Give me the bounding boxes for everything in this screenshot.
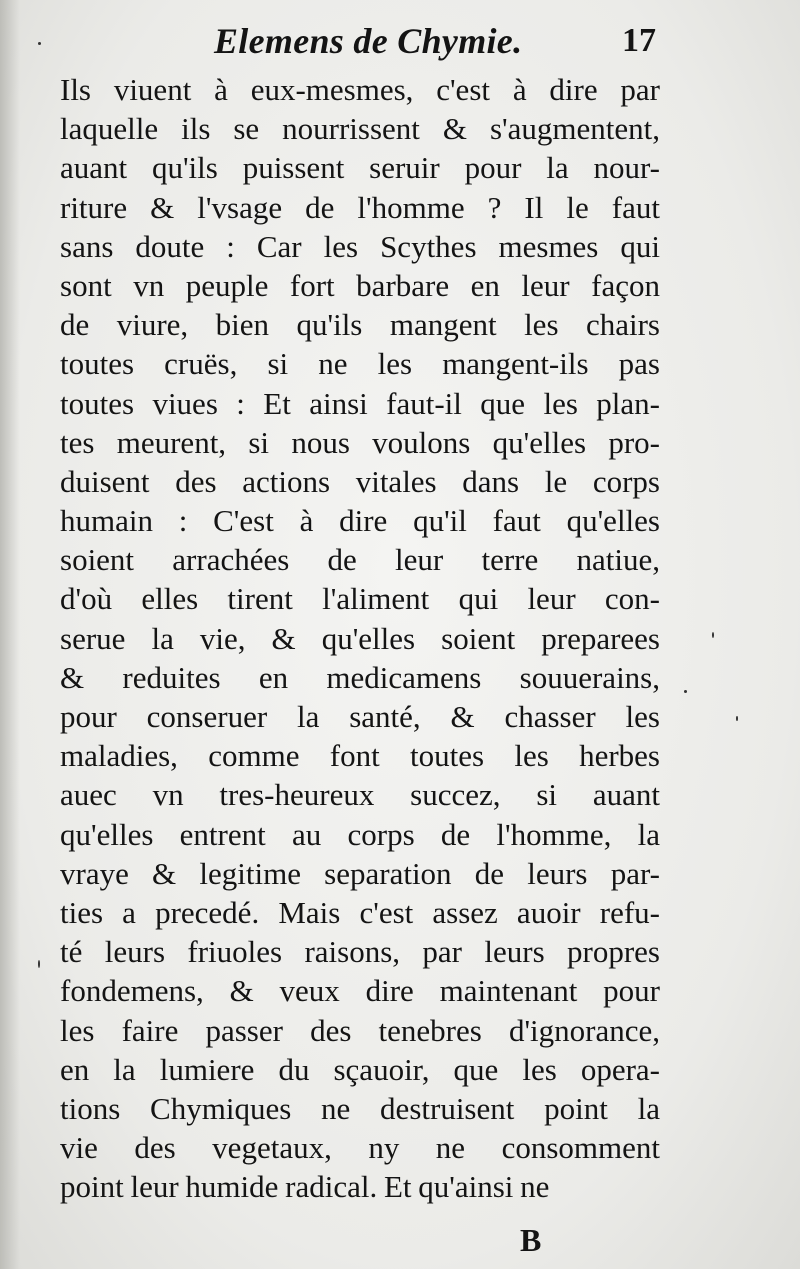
ink-speck xyxy=(684,690,687,693)
text-line: soient arrachées de leur terre natiue, xyxy=(60,542,660,578)
text-line: maladies, comme font toutes les herbes xyxy=(60,738,660,774)
text-line: ties a precedé. Mais c'est assez auoir refu- xyxy=(60,894,660,930)
text-line: vraye & legitime separation de leurs par- xyxy=(60,855,660,891)
text-line: duisent des actions vitales dans le corps xyxy=(60,463,660,499)
running-title: Elemens de Chymie. xyxy=(214,21,523,61)
text-line: Ils viuent à eux-mesmes, c'est à dire par xyxy=(60,72,660,107)
page-number: 17 xyxy=(622,22,656,59)
ink-speck xyxy=(38,42,41,45)
text-line: fondemens, & veux dire maintenant pour xyxy=(60,973,660,1009)
signature-mark: B xyxy=(520,1222,542,1258)
text-line: toutes cruës, si ne les mangent-ils pas xyxy=(60,346,660,382)
text-line: & reduites en medicamens souuerains, xyxy=(60,659,660,695)
ink-speck xyxy=(38,960,40,968)
page-header xyxy=(214,18,664,66)
text-line: de viure, bien qu'ils mangent les chairs xyxy=(60,307,660,343)
text-line: auec vn tres-heureux succez, si auant xyxy=(60,777,660,813)
text-line: d'où elles tirent l'aliment qui leur con- xyxy=(60,581,660,617)
text-line: point leur humide radical. Et qu'ainsi ne xyxy=(60,1169,550,1205)
ink-speck xyxy=(736,716,738,721)
ink-speck xyxy=(712,632,714,638)
text-line: qu'elles entrent au corps de l'homme, la xyxy=(60,816,660,852)
text-line: sont vn peuple fort barbare en leur façon xyxy=(60,267,660,303)
text-line: pour conseruer la santé, & chasser les xyxy=(60,699,660,734)
text-line: tions Chymiques ne destruisent point la xyxy=(60,1090,660,1126)
text-line: les faire passer des tenebres d'ignorance, xyxy=(60,1012,660,1048)
text-line: riture & l'vsage de l'homme ? Il le faut xyxy=(60,189,660,225)
body-text xyxy=(60,70,660,1206)
text-line: auant qu'ils puissent seruir pour la nour- xyxy=(60,150,660,186)
text-line: vie des vegetaux, ny ne consomment xyxy=(60,1130,660,1166)
text-line: toutes viues : Et ainsi faut-il que les plan- xyxy=(60,385,660,421)
text-line: humain : C'est à dire qu'il faut qu'elles xyxy=(60,503,660,539)
text-line: serue la vie, & qu'elles soient preparees xyxy=(60,620,660,656)
text-line: sans doute : Car les Scythes mesmes qui xyxy=(60,228,660,264)
text-line: laquelle ils se nourrissent & s'augmentent, xyxy=(60,111,660,147)
text-line: té leurs friuoles raisons, par leurs propres xyxy=(60,934,660,970)
text-line: tes meurent, si nous voulons qu'elles pro- xyxy=(60,424,660,460)
binding-gutter-shadow xyxy=(0,0,20,1269)
text-line: en la lumiere du sçauoir, que les opera- xyxy=(60,1051,660,1087)
